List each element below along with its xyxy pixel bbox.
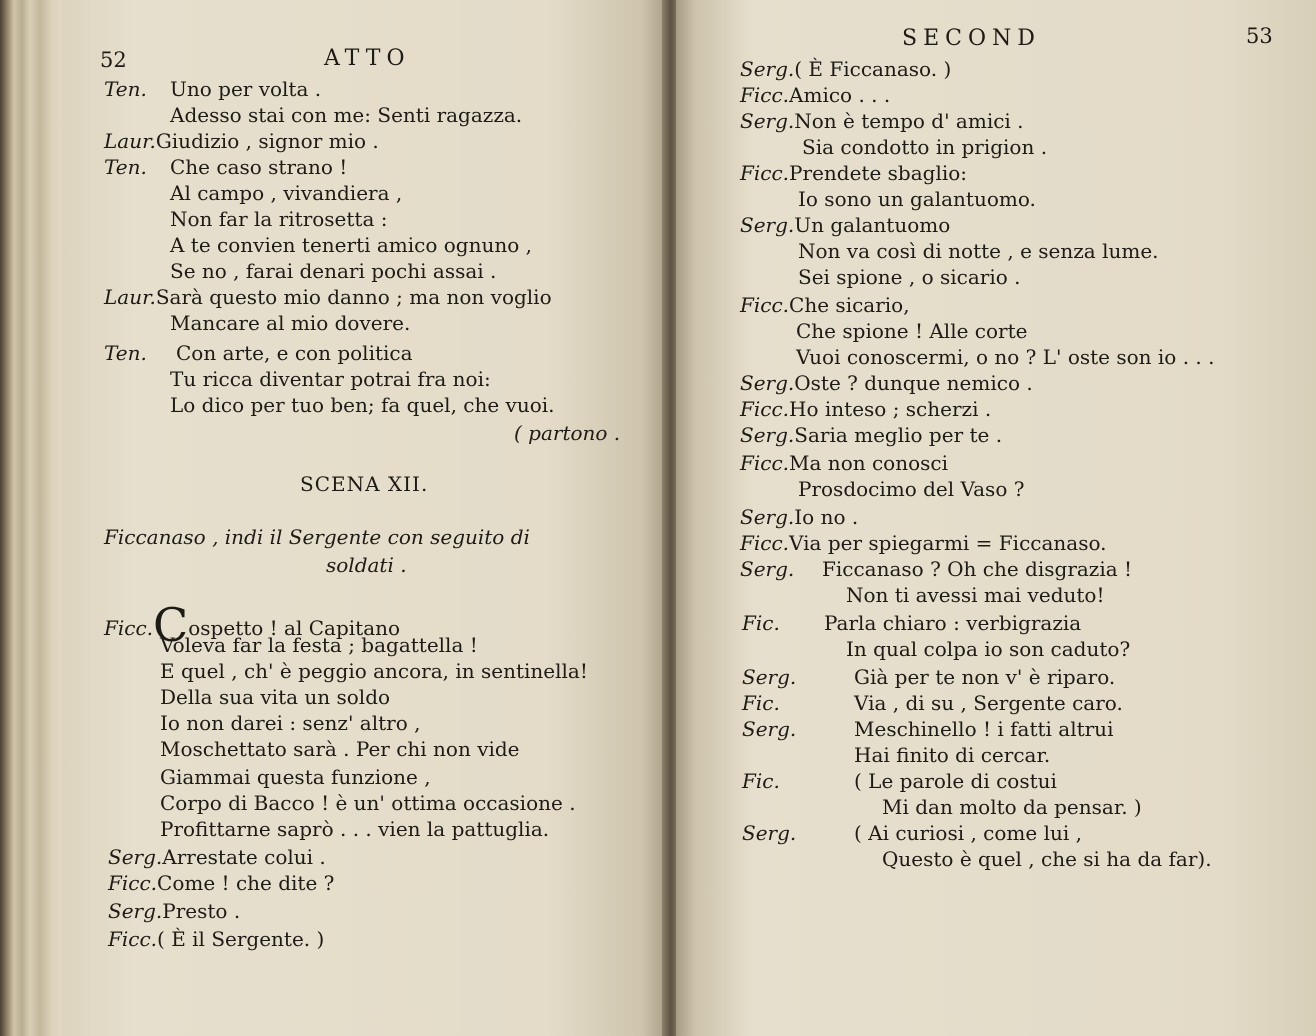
dialogue-line: Prosdocimo del Vaso ? [798,477,1025,501]
dialogue-line: Ten. Con arte, e con politica [104,341,413,365]
dialogue-line: Serg.( È Ficcanaso. ) [740,57,952,81]
dialogue-line: Laur.Sarà questo mio danno ; ma non voglio [104,285,552,309]
dialogue-line: Sei spione , o sicario . [798,265,1021,289]
drop-capital: C [153,598,189,652]
dialogue-line: Serg.Un galantuomo [740,213,951,237]
left-page [62,0,666,1036]
dialogue-line: Ficc.Ho inteso ; scherzi . [740,397,992,421]
dialogue-line: Sia condotto in prigion . [802,135,1048,159]
dialogue-line: Corpo di Bacco ! è un' ottima occasione . [160,791,576,815]
dialogue-line: Della sua vita un soldo [160,685,391,709]
dialogue-line: Serg.Io no . [740,505,859,529]
dialogue-line: Laur.Giudizio , signor mio . [104,129,379,153]
dialogue-line: Serg.Presto . [108,899,241,923]
dialogue-line: Serg.Saria meglio per te . [740,423,1003,447]
left-running-header: ATTO [324,46,411,71]
dialogue-line: Ficc.Prendete sbaglio: [740,161,968,185]
dialogue-line: In qual colpa io son caduto? [846,637,1131,661]
dialogue-line: Lo dico per tuo ben; fa quel, che vuoi. [170,393,555,417]
exit-stage-direction: ( partono . [514,421,621,445]
dialogue-line: Al campo , vivandiera , [170,181,403,205]
dialogue-line: Ten. Che caso strano ! [104,155,348,179]
dialogue-line: Che spione ! Alle corte [796,319,1028,343]
left-page-number: 52 [100,48,127,72]
page-edges [0,0,62,1036]
dialogue-line: Serg. Già per te non v' è riparo. [742,665,1116,689]
scene-heading: SCENA XII. [300,472,429,496]
dialogue-line: Fic. Via , di su , Sergente caro. [742,691,1123,715]
dialogue-line: Io non darei : senz' altro , [160,711,421,735]
dialogue-line: Giammai questa funzione , [160,765,431,789]
dialogue-line: Fic. ( Le parole di costui [742,769,1057,793]
dialogue-line: Serg.Arrestate colui . [108,845,326,869]
dialogue-line: Fic. Parla chiaro : verbigrazia [742,611,1082,635]
dialogue-line: Serg. ( Ai curiosi , come lui , [742,821,1082,845]
dialogue-line: Ficc.Via per spiegarmi = Ficcanaso. [740,531,1107,555]
dialogue-line: Io sono un galantuomo. [798,187,1036,211]
right-running-header: SECOND [902,26,1041,51]
dialogue-line: Ficc.( È il Sergente. ) [108,927,325,951]
dialogue-line: Non ti avessi mai veduto! [846,583,1105,607]
dialogue-line: Serg. Ficcanaso ? Oh che disgrazia ! [740,557,1133,581]
dialogue-line: Questo è quel , che si ha da far). [882,847,1212,871]
dialogue-line: Ficc.Che sicario, [740,293,910,317]
dialogue-line: Se no , farai denari pochi assai . [170,259,497,283]
dialogue-line: Non va così di notte , e senza lume. [798,239,1159,263]
dialogue-line: Profittarne saprò . . . vien la pattuglia. [160,817,550,841]
dialogue-line: Hai finito di cercar. [854,743,1051,767]
right-page-number: 53 [1246,24,1273,48]
dialogue-line: Mi dan molto da pensar. ) [882,795,1142,819]
dialogue-line: Non far la ritrosetta : [170,207,388,231]
dialogue-line: Ficc.Come ! che dite ? [108,871,335,895]
dropcap-line: Ficc.Cospetto ! al Capitano [104,598,401,652]
dialogue-line: Ten. Uno per volta . [104,77,322,101]
stage-direction: soldati . [326,553,407,577]
right-page [676,0,1316,1036]
dialogue-line: Vuoi conoscermi, o no ? L' oste son io . . . [796,345,1215,369]
dialogue-line: A te convien tenerti amico ognuno , [170,233,532,257]
dialogue-line: Tu ricca diventar potrai fra noi: [170,367,491,391]
stage-direction: Ficcanaso , indi il Sergente con seguito di [104,525,530,549]
dialogue-line: Voleva far la festa ; bagattella ! [160,633,478,657]
dialogue-line: Serg.Non è tempo d' amici . [740,109,1024,133]
dialogue-line: Ficc.Amico . . . [740,83,891,107]
dialogue-line: Serg.Oste ? dunque nemico . [740,371,1033,395]
dialogue-line: Mancare al mio dovere. [170,311,411,335]
dialogue-line: Adesso stai con me: Senti ragazza. [170,103,523,127]
dialogue-line: E quel , ch' è peggio ancora, in sentinella! [160,659,588,683]
dialogue-line: Ficc.Ma non conosci [740,451,948,475]
dialogue-line: Serg. Meschinello ! i fatti altrui [742,717,1114,741]
dialogue-line: Moschettato sarà . Per chi non vide [160,737,520,761]
